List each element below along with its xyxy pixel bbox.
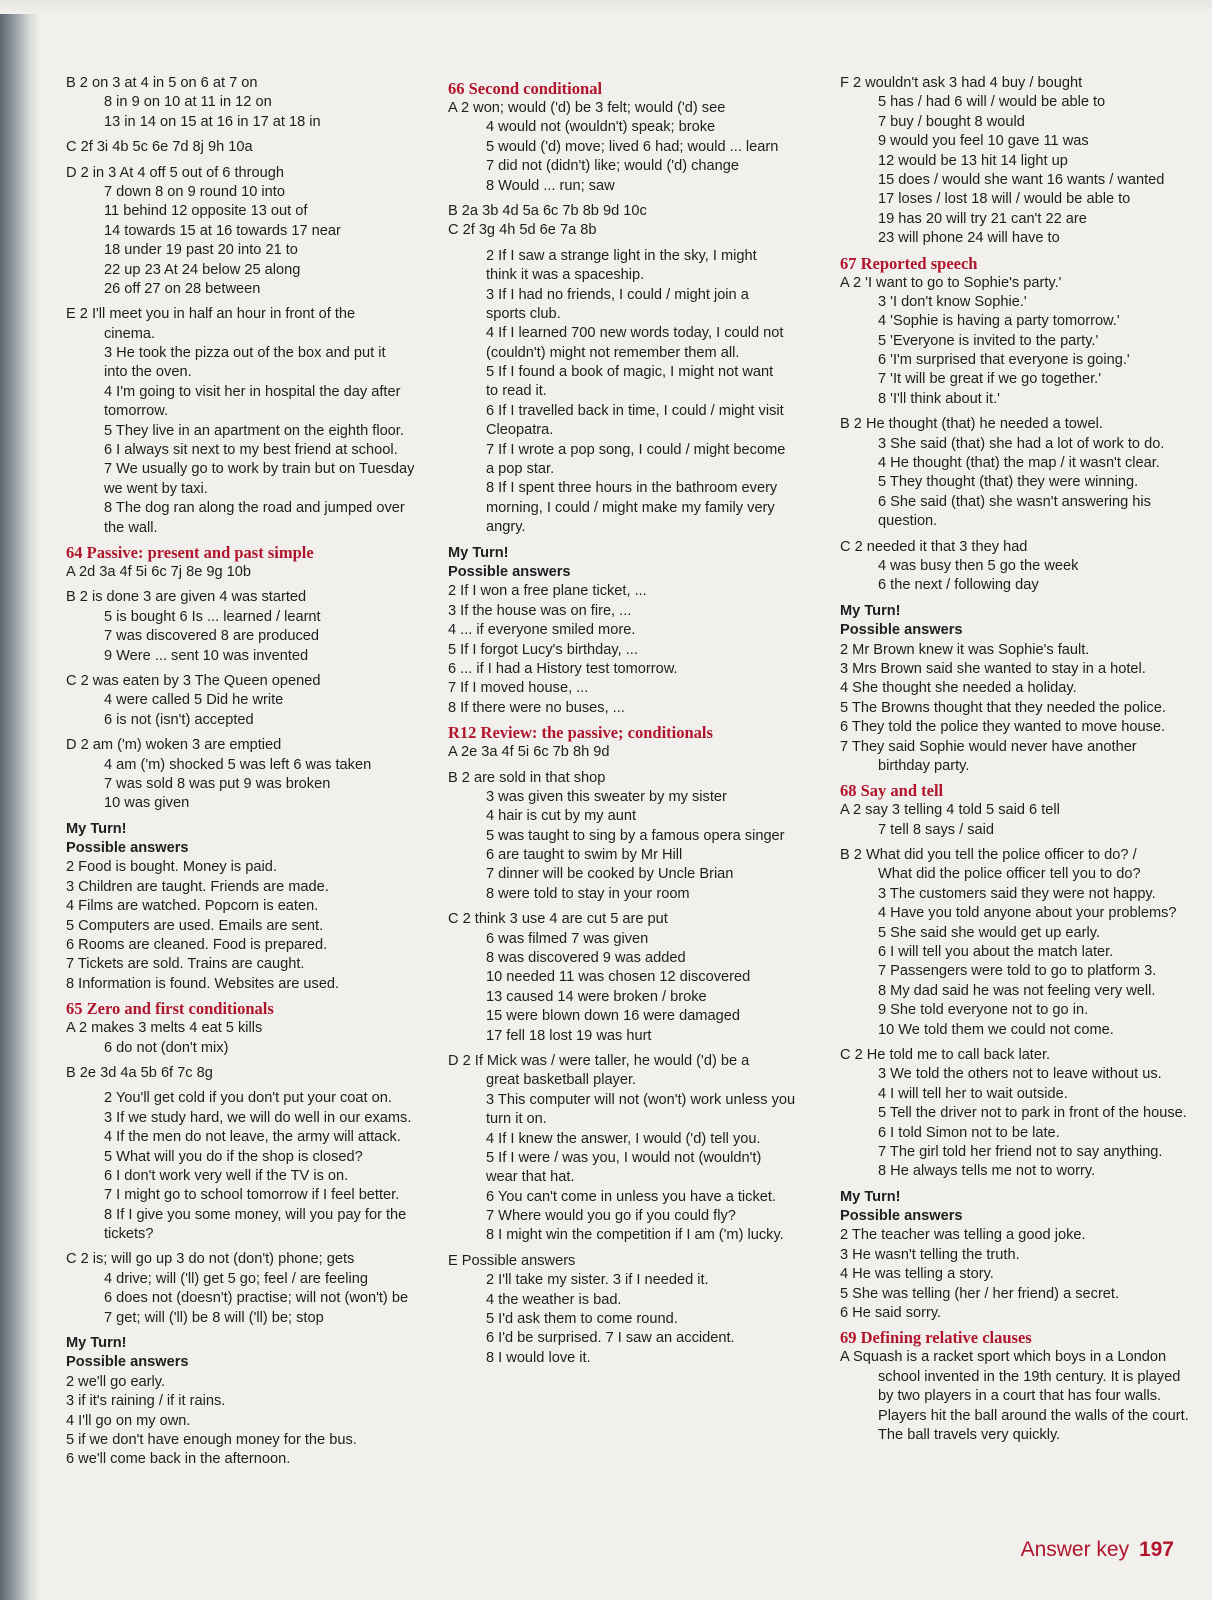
answer-line: B 2 What did you tell the police officer to do? / xyxy=(840,847,1137,864)
answer-line: 4 If the men do not leave, the army will attack. xyxy=(104,1129,401,1146)
answer-line: 6 do not (don't mix) xyxy=(104,1039,229,1056)
answer-line: 7 Passengers were told to go to platform 3. xyxy=(878,963,1157,980)
answer-line: 8 was discovered 9 was added xyxy=(486,950,686,967)
answer-line: 22 up 23 At 24 below 25 along xyxy=(104,261,301,278)
answer-line: E 2 I'll meet you in half an hour in front of the xyxy=(66,306,356,323)
answer-line: birthday party. xyxy=(878,757,970,774)
answer-line: 4 I'll go on my own. xyxy=(66,1412,191,1429)
section-heading: 68 Say and tell xyxy=(840,781,944,801)
answer-line: 15 does / would she want 16 wants / wanted xyxy=(878,171,1165,188)
answer-line: 3 This computer will not (won't) work unless you xyxy=(486,1091,796,1108)
answer-line: 26 off 27 on 28 between xyxy=(104,280,261,297)
answer-line: 9 She told everyone not to go in. xyxy=(878,1002,1089,1019)
answer-line: 2 Mr Brown knew it was Sophie's fault. xyxy=(840,641,1090,658)
subheading: Possible answers xyxy=(66,1354,189,1371)
page-top-edge xyxy=(0,0,1212,14)
page-footer xyxy=(1021,1538,1174,1562)
answer-line: 8 He always tells me not to worry. xyxy=(878,1163,1096,1180)
answer-line: 4 I will tell her to wait outside. xyxy=(878,1085,1068,1102)
subheading: Possible answers xyxy=(840,1208,963,1225)
answer-line: 7 If I wrote a pop song, I could / might become xyxy=(486,441,786,458)
answer-line: 2 You'll get cold if you don't put your coat on. xyxy=(104,1090,392,1107)
answer-line: 4 He was telling a story. xyxy=(840,1266,994,1283)
answer-line: 5 Tell the driver not to park in front of the house. xyxy=(878,1105,1187,1122)
answer-line: C 2 He told me to call back later. xyxy=(840,1046,1051,1063)
answer-line: 8 were told to stay in your room xyxy=(486,885,690,902)
answer-line: 6 I will tell you about the match later. xyxy=(878,944,1114,961)
answer-line: 10 was given xyxy=(104,795,190,812)
answer-line: 5 'Everyone is invited to the party.' xyxy=(878,332,1099,349)
answer-line: The ball travels very quickly. xyxy=(878,1427,1061,1443)
answer-line: 3 was given this sweater by my sister xyxy=(486,788,727,805)
answer-line: (couldn't) might not remember them all. xyxy=(486,344,740,361)
answer-line: question. xyxy=(878,513,938,530)
answer-line: 4 am ('m) shocked 5 was left 6 was taken xyxy=(104,756,372,773)
answer-line: 6 I always sit next to my best friend at school. xyxy=(104,442,398,459)
answer-line: C 2 is; will go up 3 do not (don't) phone; gets xyxy=(66,1251,355,1268)
answer-line: 7 was discovered 8 are produced xyxy=(104,628,319,645)
answer-line: 4 'Sophie is having a party tomorrow.' xyxy=(878,313,1120,330)
section-heading: 64 Passive: present and past simple xyxy=(66,542,314,562)
answer-line: 3 If the house was on fire, ... xyxy=(448,602,632,619)
answer-line: 8 'I'll think about it.' xyxy=(878,390,1000,407)
answer-line: 4 He thought (that) the map / it wasn't clear. xyxy=(878,455,1160,472)
answer-line: wear that hat. xyxy=(486,1169,575,1186)
answer-line: 6 does not (doesn't) practise; will not (won't) be xyxy=(104,1290,409,1307)
answer-line: 7 If I moved house, ... xyxy=(448,680,589,697)
answer-line: 6 the next / following day xyxy=(878,577,1039,594)
answer-line: 4 the weather is bad. xyxy=(486,1291,622,1308)
answer-line: 6 Rooms are cleaned. Food is prepared. xyxy=(66,937,328,954)
answer-line: 23 will phone 24 will have to xyxy=(878,230,1060,247)
answer-line: angry. xyxy=(486,519,526,536)
answer-line: 3 He wasn't telling the truth. xyxy=(840,1246,1020,1263)
answer-line: 8 If I give you some money, will you pay for the xyxy=(104,1206,407,1223)
column-left xyxy=(66,74,421,1470)
answer-line: 5 If I forgot Lucy's birthday, ... xyxy=(448,641,638,658)
section-heading: 65 Zero and first conditionals xyxy=(66,999,274,1019)
answer-line: C 2f 3g 4h 5d 6e 7a 8b xyxy=(448,222,597,239)
answer-line: A 2 'I want to go to Sophie's party.' xyxy=(840,274,1062,291)
answer-line: 10 We told them we could not come. xyxy=(878,1021,1114,1038)
section-heading: 69 Defining relative clauses xyxy=(840,1328,1032,1348)
answer-line: C 2 needed it that 3 they had xyxy=(840,538,1028,555)
answer-line: by two players in a court that has four walls. xyxy=(878,1388,1162,1405)
answer-line: 12 would be 13 hit 14 light up xyxy=(878,152,1068,169)
answer-line: 5 Computers are used. Emails are sent. xyxy=(66,917,324,934)
answer-line: 5 If I found a book of magic, I might not want xyxy=(486,364,774,381)
answer-line: 5 She was telling (her / her friend) a secret. xyxy=(840,1285,1120,1302)
answer-line: 4 Films are watched. Popcorn is eaten. xyxy=(66,898,319,915)
answer-line: great basketball player. xyxy=(486,1072,637,1089)
subheading: Possible answers xyxy=(840,622,963,639)
answer-line: 11 behind 12 opposite 13 out of xyxy=(104,203,308,220)
answer-line: 4 hair is cut by my aunt xyxy=(486,808,637,825)
answer-line: Cleopatra. xyxy=(486,422,554,439)
answer-line: morning, I could / might make my family very xyxy=(486,499,775,516)
subheading: Possible answers xyxy=(66,840,189,857)
footer-label: Answer key xyxy=(1020,1538,1130,1561)
subheading: My Turn! xyxy=(66,1335,127,1352)
answer-line: 17 loses / lost 18 will / would be able to xyxy=(878,191,1131,208)
answer-line: 4 drive; will ('ll) get 5 go; feel / are feeling xyxy=(104,1270,368,1287)
answer-line: 2 The teacher was telling a good joke. xyxy=(840,1227,1086,1244)
answer-line: 4 ... if everyone smiled more. xyxy=(448,622,636,639)
answer-line: 18 under 19 past 20 into 21 to xyxy=(104,242,298,259)
answer-line: 8 I would love it. xyxy=(486,1349,591,1366)
subheading: Possible answers xyxy=(448,563,571,580)
column-right xyxy=(840,74,1192,1445)
answer-line: 5 What will you do if the shop is closed? xyxy=(104,1148,363,1165)
answer-line: 9 Were ... sent 10 was invented xyxy=(104,647,309,664)
answer-line: 7 Where would you go if you could fly? xyxy=(486,1208,736,1225)
answer-line: A 2 won; would ('d) be 3 felt; would ('d) see xyxy=(448,100,726,116)
answer-line: 2 If I won a free plane ticket, ... xyxy=(448,583,647,600)
answer-line: 8 My dad said he was not feeling very well. xyxy=(878,982,1156,999)
answer-line: 3 She said (that) she had a lot of work to do. xyxy=(878,435,1165,452)
answer-line: B 2 on 3 at 4 in 5 on 6 at 7 on xyxy=(66,75,258,91)
answer-line: 8 in 9 on 10 at 11 in 12 on xyxy=(104,94,272,111)
answer-line: 4 If I learned 700 new words today, I could not xyxy=(486,325,784,342)
answer-line: 7 was sold 8 was put 9 was broken xyxy=(104,775,331,792)
answer-line: 2 we'll go early. xyxy=(66,1373,166,1390)
answer-line: 5 I'd ask them to come round. xyxy=(486,1311,678,1328)
answer-line: 8 Information is found. Websites are used. xyxy=(66,975,340,992)
answer-line: D 2 in 3 At 4 off 5 out of 6 through xyxy=(66,164,284,181)
answer-line: 4 She thought she needed a holiday. xyxy=(840,680,1077,697)
answer-line: 8 I might win the competition if I am ('m) lucky. xyxy=(486,1227,784,1244)
answer-line: 5 would ('d) move; lived 6 had; would ... learn xyxy=(486,138,779,155)
answer-line: 5 They live in an apartment on the eighth floor. xyxy=(104,422,404,439)
answer-line: D 2 am ('m) woken 3 are emptied xyxy=(66,737,282,754)
answer-line: 13 in 14 on 15 at 16 in 17 at 18 in xyxy=(104,113,321,130)
answer-line: B 2 He thought (that) he needed a towel. xyxy=(840,416,1103,433)
answer-line: think it was a spaceship. xyxy=(486,267,645,284)
answer-line: 6 are taught to swim by Mr Hill xyxy=(486,847,683,864)
answer-line: tomorrow. xyxy=(104,403,169,420)
answer-line: 8 If there were no buses, ... xyxy=(448,699,625,716)
answer-line: 7 They said Sophie would never have another xyxy=(840,738,1137,755)
answer-line: 7 dinner will be cooked by Uncle Brian xyxy=(486,866,734,883)
answer-line: turn it on. xyxy=(486,1111,547,1128)
answer-line: the wall. xyxy=(104,519,158,536)
answer-line: 7 'It will be great if we go together.' xyxy=(878,371,1101,388)
answer-line: school invented in the 19th century. It is played xyxy=(878,1368,1181,1385)
answer-line: C 2 think 3 use 4 are cut 5 are put xyxy=(448,911,668,928)
answer-line: D 2 If Mick was / were taller, he would ('d) be a xyxy=(448,1052,750,1069)
answer-line: 6 I'd be surprised. 7 I saw an accident. xyxy=(486,1330,735,1347)
answer-line: 6 They told the police they wanted to move house. xyxy=(840,719,1166,736)
answer-line: to read it. xyxy=(486,383,547,400)
answer-line: F 2 wouldn't ask 3 had 4 buy / bought xyxy=(840,75,1083,91)
answer-line: 7 tell 8 says / said xyxy=(878,821,994,838)
answer-line: A 2 makes 3 melts 4 eat 5 kills xyxy=(66,1020,263,1037)
answer-line: C 2 was eaten by 3 The Queen opened xyxy=(66,672,321,689)
answer-line: 17 fell 18 lost 19 was hurt xyxy=(486,1027,652,1044)
section-heading: 66 Second conditional xyxy=(448,79,603,98)
answer-line: 7 We usually go to work by train but on Tuesday xyxy=(104,461,415,478)
answer-line: A 2 say 3 telling 4 told 5 said 6 tell xyxy=(840,802,1060,819)
answer-line: 14 towards 15 at 16 towards 17 near xyxy=(104,222,341,239)
answer-line: 7 did not (didn't) like; would ('d) change xyxy=(486,158,739,175)
answer-line: 7 Tickets are sold. Trains are caught. xyxy=(66,956,305,973)
answer-line: 7 buy / bought 8 would xyxy=(878,113,1025,130)
answer-line: 6 was filmed 7 was given xyxy=(486,930,649,947)
answer-line: A 2d 3a 4f 5i 6c 7j 8e 9g 10b xyxy=(66,563,252,580)
answer-line: 7 get; will ('ll) be 8 will ('ll) be; stop xyxy=(104,1309,324,1326)
answer-line: A 2e 3a 4f 5i 6c 7b 8h 9d xyxy=(448,744,610,761)
answer-line: 8 Would ... run; saw xyxy=(486,177,615,194)
answer-line: 3 He took the pizza out of the box and put it xyxy=(104,345,386,362)
answer-line: cinema. xyxy=(104,325,156,342)
answer-line: 2 Food is bought. Money is paid. xyxy=(66,859,277,876)
answer-line: 15 were blown down 16 were damaged xyxy=(486,1008,740,1025)
answer-line: 3 if it's raining / if it rains. xyxy=(66,1393,226,1410)
answer-line: 5 has / had 6 will / would be able to xyxy=(878,94,1106,111)
answer-line: 13 caused 14 were broken / broke xyxy=(486,988,707,1005)
answer-line: 2 If I saw a strange light in the sky, I might xyxy=(486,247,757,264)
answer-line: 6 we'll come back in the afternoon. xyxy=(66,1451,291,1468)
answer-line: 5 is bought 6 Is ... learned / learnt xyxy=(104,608,321,625)
answer-line: 5 She said she would get up early. xyxy=(878,924,1101,941)
answer-line: 10 needed 11 was chosen 12 discovered xyxy=(486,969,751,986)
answer-line: 3 Children are taught. Friends are made. xyxy=(66,878,329,895)
answer-line: 3 If I had no friends, I could / might join a xyxy=(486,286,749,303)
answer-line: a pop star. xyxy=(486,461,555,478)
answer-line: 5 if we don't have enough money for the bus. xyxy=(66,1432,357,1448)
subheading: My Turn! xyxy=(840,602,901,619)
answer-line: 7 I might go to school tomorrow if I feel better. xyxy=(104,1187,400,1204)
answer-line: 6 is not (isn't) accepted xyxy=(104,711,254,728)
answer-line: 3 'I don't know Sophie.' xyxy=(878,293,1027,310)
section-heading: 67 Reported speech xyxy=(840,253,978,273)
answer-line: 4 If I knew the answer, I would ('d) tell you. xyxy=(486,1130,761,1147)
answer-line: B 2e 3d 4a 5b 6f 7c 8g xyxy=(66,1064,213,1081)
answer-line: 6 I don't work very well if the TV is on. xyxy=(104,1167,349,1184)
answer-line: 3 Mrs Brown said she wanted to stay in a hotel. xyxy=(840,660,1146,677)
page-number: 197 xyxy=(1138,1538,1174,1561)
answer-line: 6 'I'm surprised that everyone is going.' xyxy=(878,352,1130,369)
answer-line: 6 I told Simon not to be late. xyxy=(878,1124,1060,1141)
answer-line: 5 They thought (that) they were winning. xyxy=(878,474,1139,491)
answer-line: sports club. xyxy=(486,305,561,322)
book-spine-shadow xyxy=(0,0,40,1600)
answer-line: B 2 are sold in that shop xyxy=(448,769,606,786)
answer-line: 5 If I were / was you, I would not (wouldn't) xyxy=(486,1149,762,1166)
answer-line: 6 She said (that) she wasn't answering his xyxy=(878,493,1151,510)
answer-line: B 2 is done 3 are given 4 was started xyxy=(66,589,307,606)
subheading: My Turn! xyxy=(66,820,127,837)
subheading: My Turn! xyxy=(840,1188,901,1205)
answer-line: 8 If I spent three hours in the bathroom every xyxy=(486,480,778,497)
answer-line: 19 has 20 will try 21 can't 22 are xyxy=(878,210,1087,227)
answer-line: What did the police officer tell you to do? xyxy=(878,866,1141,883)
answer-line: 6 You can't come in unless you have a ticket. xyxy=(486,1188,776,1205)
column-middle xyxy=(448,74,796,1368)
answer-line: 3 If we study hard, we will do well in our exams. xyxy=(104,1109,412,1126)
answer-line: 4 would not (wouldn't) speak; broke xyxy=(486,119,716,136)
answer-line: 4 were called 5 Did he write xyxy=(104,692,284,709)
answer-line: B 2a 3b 4d 5a 6c 7b 8b 9d 10c xyxy=(448,202,647,219)
answer-line: 3 We told the others not to leave without us. xyxy=(878,1066,1162,1083)
answer-line: A Squash is a racket sport which boys in a London xyxy=(840,1349,1167,1366)
answer-line: 3 The customers said they were not happy. xyxy=(878,885,1156,902)
answer-line: into the oven. xyxy=(104,364,192,381)
answer-line: 7 down 8 on 9 round 10 into xyxy=(104,183,285,200)
answer-line: E Possible answers xyxy=(448,1252,576,1269)
answer-line: Players hit the ball around the walls of the court. xyxy=(878,1407,1189,1424)
answer-line: 2 I'll take my sister. 3 if I needed it. xyxy=(486,1272,709,1289)
answer-line: 5 The Browns thought that they needed the police. xyxy=(840,699,1166,716)
answer-line: 9 would you feel 10 gave 11 was xyxy=(878,133,1089,150)
answer-line: C 2f 3i 4b 5c 6e 7d 8j 9h 10a xyxy=(66,139,253,156)
answer-line: 7 The girl told her friend not to say anything. xyxy=(878,1143,1163,1160)
answer-line: 6 ... if I had a History test tomorrow. xyxy=(448,660,678,677)
answer-line: 4 Have you told anyone about your problems? xyxy=(878,905,1177,922)
answer-line: we went by taxi. xyxy=(104,480,208,497)
answer-line: 4 was busy then 5 go the week xyxy=(878,557,1079,574)
answer-line: 8 The dog ran along the road and jumped over xyxy=(104,500,405,517)
answer-line: 6 If I travelled back in time, I could / might visit xyxy=(486,402,784,419)
answer-line: tickets? xyxy=(104,1226,154,1243)
subheading: My Turn! xyxy=(448,544,509,561)
answer-line: 5 was taught to sing by a famous opera singer xyxy=(486,827,785,844)
answer-line: 4 I'm going to visit her in hospital the day after xyxy=(104,383,401,400)
answer-line: 6 He said sorry. xyxy=(840,1305,942,1322)
section-heading: R12 Review: the passive; conditionals xyxy=(448,723,713,743)
